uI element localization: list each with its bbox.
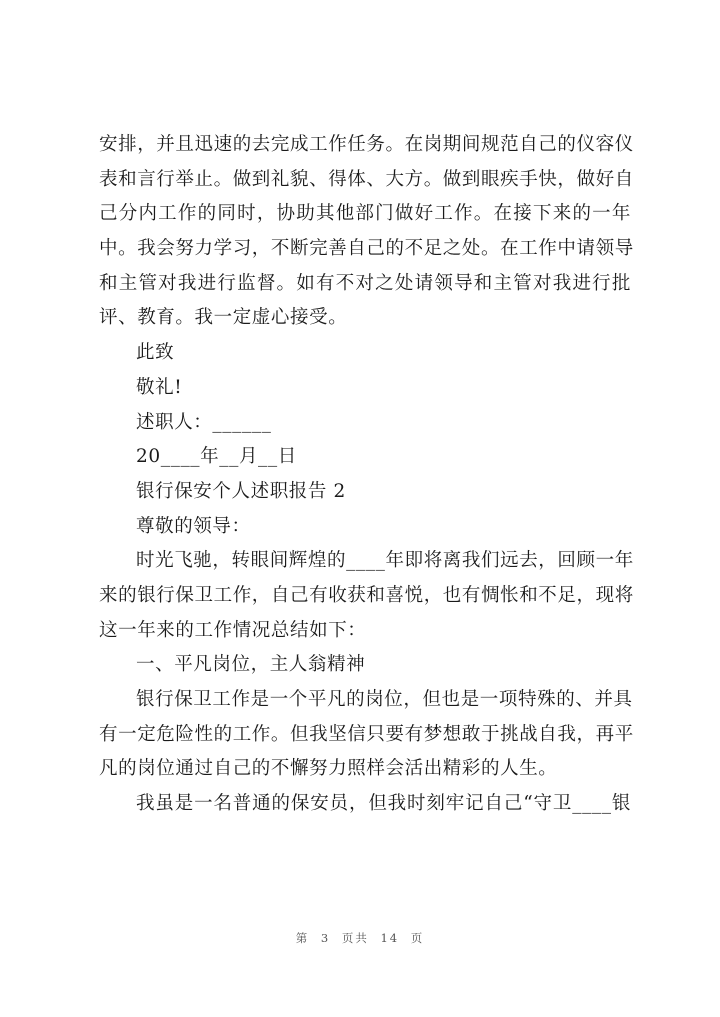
text-line: 银行保安个人述职报告 2: [136, 480, 346, 502]
page-number-footer: 第 3 页共 14 页: [295, 931, 425, 945]
text-line: 我虽是一名普通的保安员，但我时刻牢记自己“守卫____银: [136, 793, 631, 815]
text-line: 中。我会努力学习，不断完善自己的不足之处。在工作中请领导: [99, 238, 634, 260]
text-line: 敬礼!: [136, 376, 183, 398]
text-line: 表和言行举止。做到礼貌、得体、大方。做到眼疾手快，做好自: [99, 168, 634, 190]
text-line: 来的银行保卫工作，自己有收获和喜悦，也有惆怅和不足，现将: [99, 584, 634, 606]
text-line: 和主管对我进行监督。如有不对之处请领导和主管对我进行批: [99, 272, 631, 294]
document-body: [99, 128, 634, 822]
text-line: 银行保卫工作是一个平凡的岗位，但也是一项特殊的、并具: [136, 689, 633, 710]
text-line: 20____年__月__日: [136, 446, 297, 468]
text-line: 时光飞驰，转眼间辉煌的____年即将离我们远去，回顾一年: [136, 550, 634, 572]
text-line: 一、平凡岗位，主人翁精神: [136, 654, 366, 676]
text-line: 凡的岗位通过自己的不懈努力照样会活出精彩的人生。: [99, 758, 558, 780]
text-line: 己分内工作的同时，协助其他部门做好工作。在接下来的一年: [99, 203, 631, 225]
text-line: 安排，并且迅速的去完成工作任务。在岗期间规范自己的仪容仪: [99, 134, 634, 155]
text-line: 尊敬的领导：: [136, 515, 251, 537]
text-line: 评、教育。我一定虚心接受。: [99, 307, 348, 329]
text-line: 有一定危险性的工作。但我坚信只要有梦想敢于挑战自我，再平: [99, 723, 634, 745]
text-line: 此致: [136, 342, 175, 364]
text-line: 这一年来的工作情况总结如下：: [99, 619, 367, 641]
text-line: 述职人：______: [136, 411, 272, 433]
